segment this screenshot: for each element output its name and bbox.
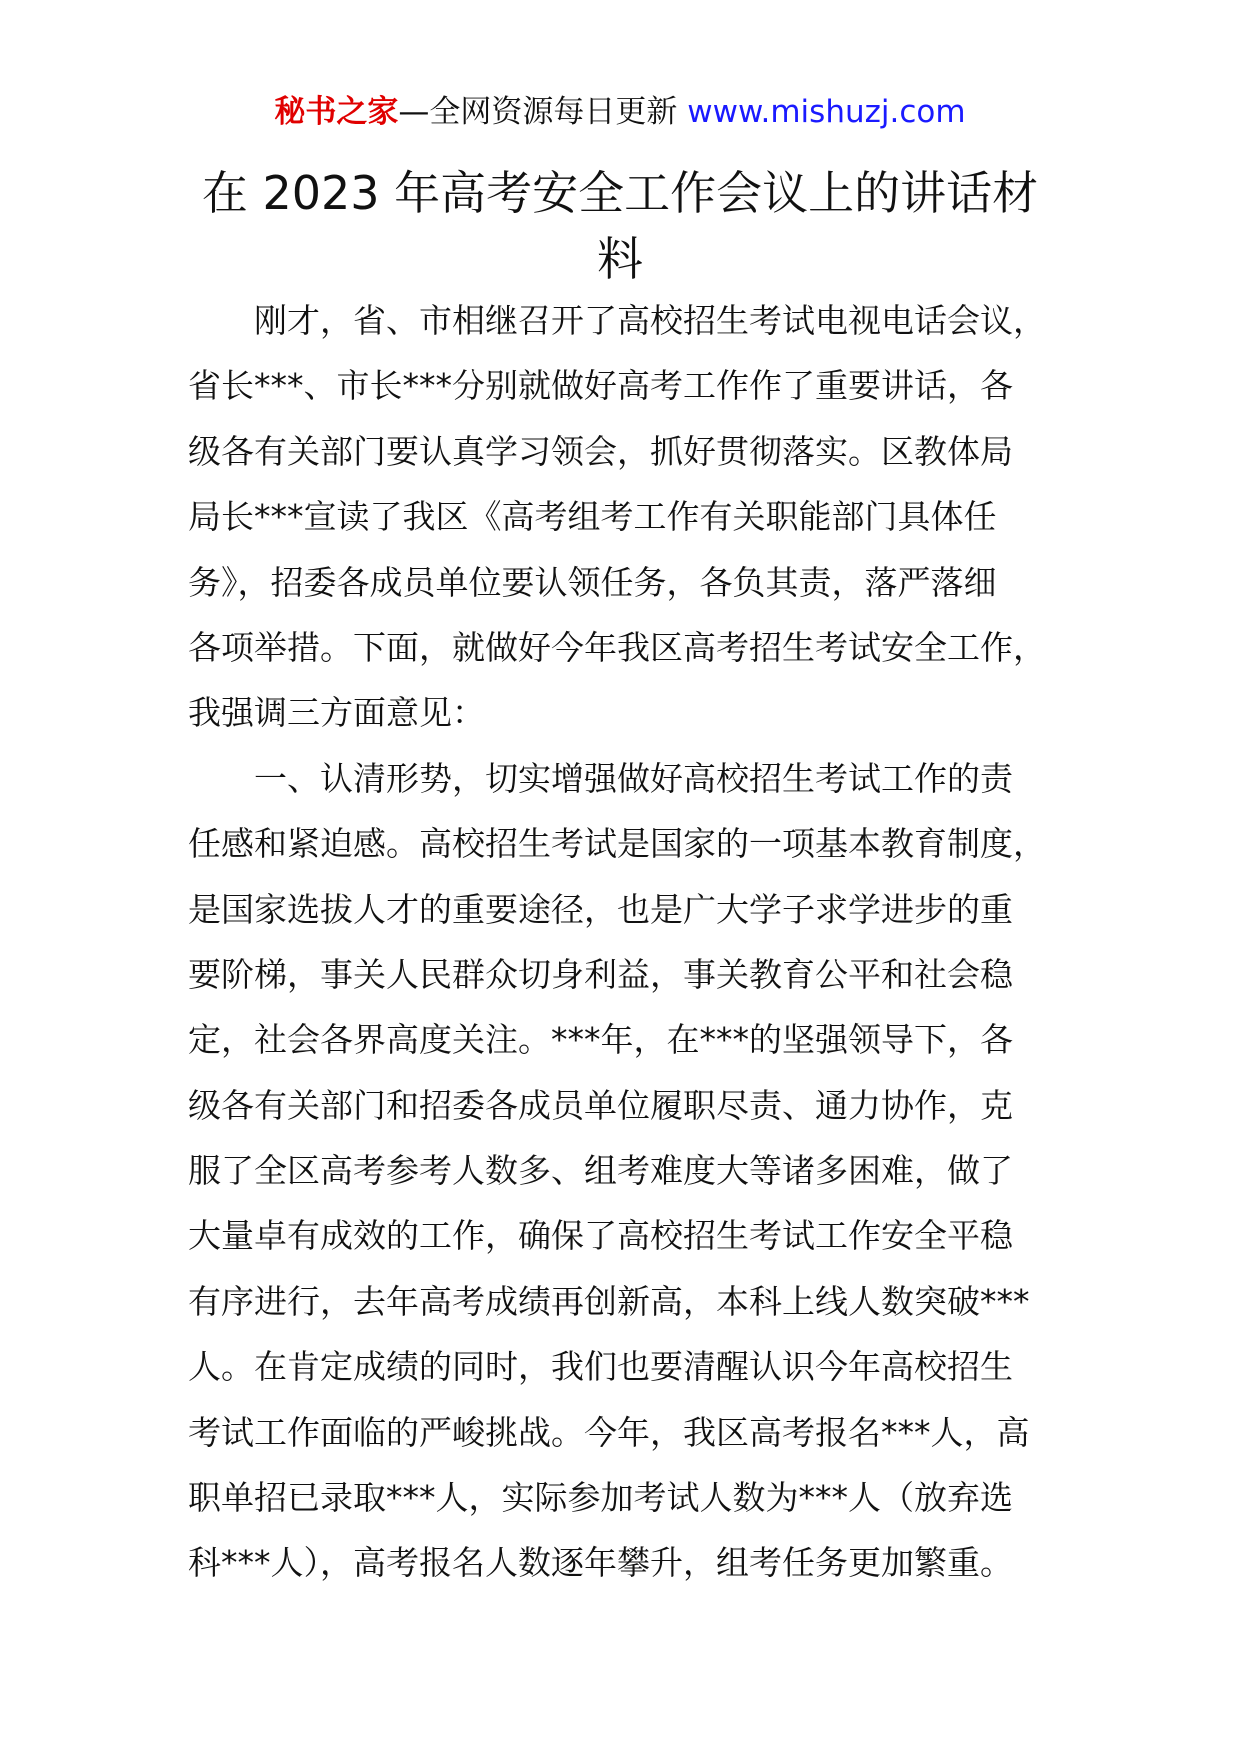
paragraph-line: 人。在肯定成绩的同时，我们也要清醒认识今年高校招生 [188, 1347, 1013, 1387]
paragraph-line: 局长***宣读了我区《高考组考工作有关职能部门具体任 [188, 497, 997, 537]
section-heading-line: 一、认清形势，切实增强做好高校招生考试工作的责 [254, 758, 1013, 798]
paragraph-line: 大量卓有成效的工作，确保了高校招生考试工作安全平稳 [188, 1216, 1013, 1256]
paragraph-line: 刚才，省、市相继召开了高校招生考试电视电话会议， [254, 301, 1046, 340]
paragraph-line: 有序进行，去年高考成绩再创新高，本科上线人数突破*** [188, 1281, 1030, 1321]
brand-name: 秘书之家 [274, 94, 399, 130]
title-line: 在 2023 年高考安全工作会议上的讲话材 [201, 166, 1039, 220]
paragraph-line: 科***人），高考报名人数逐年攀升，组考任务更加繁重。 [188, 1543, 1013, 1583]
paragraph-line: 职单招已录取***人，实际参加考试人数为***人（放弃选 [188, 1478, 1013, 1518]
paragraph-line: 各项举措。下面，就做好今年我区高考招生考试安全工作， [188, 627, 1046, 667]
paragraph-line: 服了全区高考参考人数多、组考难度大等诸多困难，做了 [188, 1151, 1013, 1191]
paragraph-line: 级各有关部门要认真学习领会，抓好贯彻落实。区教体局 [188, 431, 1013, 471]
site-url-link[interactable]: www.mishuzj.com [687, 94, 966, 130]
paragraph-line: 定，社会各界高度关注。***年，在***的坚强领导下，各 [188, 1020, 1013, 1060]
paragraph-line: 省长***、市长***分别就做好高考工作作了重要讲话，各 [188, 366, 1013, 406]
paragraph-line: 任感和紧迫感。高校招生考试是国家的一项基本教育制度， [188, 824, 1046, 864]
document-body [188, 288, 1068, 1596]
paragraph-line: 要阶梯，事关人民群众切身利益，事关教育公平和社会稳 [188, 954, 1013, 994]
site-header [0, 92, 1240, 132]
header-tagline: —全网资源每日更新 [398, 94, 678, 130]
paragraph-line: 我强调三方面意见： [188, 693, 485, 733]
paragraph-line: 是国家选拔人才的重要途径，也是广大学子求学进步的重 [188, 889, 1013, 929]
title-line: 料 [597, 232, 643, 286]
paragraph-line: 考试工作面临的严峻挑战。今年，我区高考报名***人，高 [188, 1412, 1030, 1452]
document-title [190, 160, 1050, 292]
paragraph-line: 务》，招委各成员单位要认领任务，各负其责，落严落细 [188, 562, 997, 602]
paragraph-line: 级各有关部门和招委各成员单位履职尽责、通力协作，克 [188, 1085, 1013, 1125]
